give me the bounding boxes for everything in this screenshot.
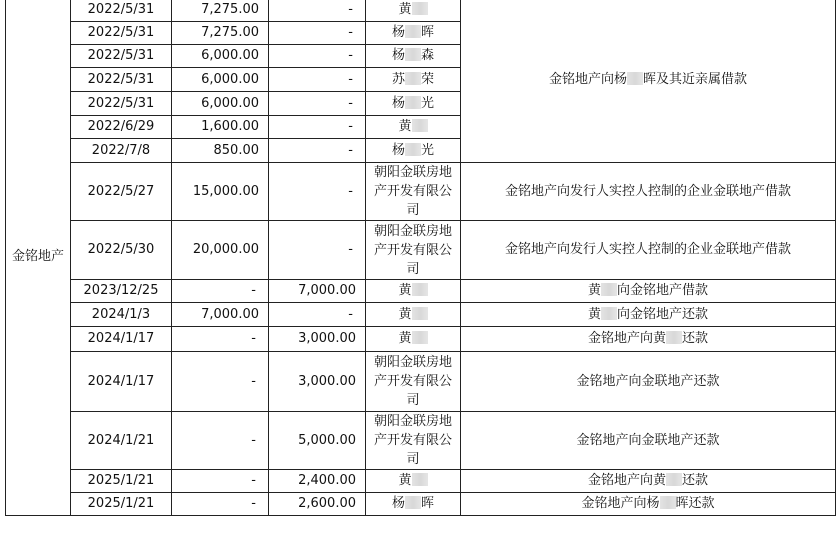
amount-cell: 15,000.00 xyxy=(172,163,269,221)
party-name: 杨 xyxy=(391,496,405,511)
amount-cell: - xyxy=(269,116,366,139)
party-name: 光 xyxy=(421,142,435,158)
table-row xyxy=(6,327,836,352)
date-cell: 2024/1/21 xyxy=(71,412,172,470)
party-cell xyxy=(366,0,461,22)
party-name: 晖 xyxy=(421,496,435,511)
redaction-mask xyxy=(405,96,421,109)
table-row xyxy=(6,0,836,22)
party-name: 杨 xyxy=(391,48,405,63)
amount-cell: - xyxy=(269,22,366,45)
party-cell: 朝阳金联房地产开发有限公司 xyxy=(366,221,461,280)
amount-cell: 5,000.00 xyxy=(269,412,366,470)
date-cell: 2025/1/21 xyxy=(71,493,172,516)
redaction-mask xyxy=(405,25,421,38)
party-name: 杨 xyxy=(391,95,405,111)
amount-cell: - xyxy=(172,470,269,493)
amount-cell: 7,000.00 xyxy=(172,303,269,327)
amount-cell: 7,000.00 xyxy=(269,280,366,303)
date-cell: 2022/5/30 xyxy=(71,221,172,280)
description-text: 还款 xyxy=(682,473,709,488)
party-name: 苏 xyxy=(391,71,405,87)
date-cell: 2022/5/31 xyxy=(71,68,172,92)
amount-cell: 1,600.00 xyxy=(172,116,269,139)
amount-cell: - xyxy=(269,163,366,221)
redaction-mask xyxy=(405,48,421,61)
amount-cell: 6,000.00 xyxy=(172,45,269,68)
party-name: 黄 xyxy=(398,331,412,346)
description-text: 晖还款 xyxy=(675,496,715,511)
date-cell: 2022/5/31 xyxy=(71,92,172,116)
redaction-mask xyxy=(660,496,676,509)
party-name: 黄 xyxy=(398,119,412,134)
description-cell: 金铭地产向金联地产还款 xyxy=(461,352,836,412)
description-cell: 金铭地产向发行人实控人控制的企业金联地产借款 xyxy=(461,221,836,280)
amount-cell: 2,400.00 xyxy=(269,470,366,493)
description-cell xyxy=(461,327,836,352)
amount-cell: - xyxy=(172,493,269,516)
party-cell xyxy=(366,139,461,163)
party-cell xyxy=(366,280,461,303)
amount-cell: - xyxy=(172,280,269,303)
redaction-mask xyxy=(412,119,428,132)
amount-cell: - xyxy=(269,92,366,116)
amount-cell: - xyxy=(172,327,269,352)
party-name: 晖 xyxy=(421,25,435,40)
party-name: 森 xyxy=(421,48,435,63)
date-cell: 2022/5/31 xyxy=(71,22,172,45)
date-cell: 2024/1/17 xyxy=(71,327,172,352)
date-cell: 2022/5/31 xyxy=(71,0,172,22)
table-row xyxy=(6,412,836,470)
party-cell xyxy=(366,116,461,139)
party-cell xyxy=(366,493,461,516)
table-row xyxy=(6,163,836,221)
party-cell: 朝阳金联房地产开发有限公司 xyxy=(366,352,461,412)
party-cell xyxy=(366,303,461,327)
amount-cell: 6,000.00 xyxy=(172,68,269,92)
party-name: 荣 xyxy=(421,71,435,87)
redaction-mask xyxy=(412,2,428,15)
date-cell: 2022/7/8 xyxy=(71,139,172,163)
redaction-mask xyxy=(405,143,421,156)
amount-cell: 7,275.00 xyxy=(172,0,269,22)
party-cell: 朝阳金联房地产开发有限公司 xyxy=(366,412,461,470)
description-text: 金铭地产向杨 xyxy=(548,72,627,87)
party-cell xyxy=(366,45,461,68)
table-row xyxy=(6,493,836,516)
redaction-mask xyxy=(412,331,428,344)
description-text: 晖及其近亲属借款 xyxy=(643,72,748,87)
description-text: 黄 xyxy=(587,283,601,298)
description-text: 还款 xyxy=(682,331,709,346)
related-party-loan-table xyxy=(5,0,836,516)
amount-cell: - xyxy=(269,45,366,68)
redaction-mask xyxy=(601,283,617,296)
party-name: 杨 xyxy=(391,25,405,40)
amount-cell: 3,000.00 xyxy=(269,352,366,412)
date-cell: 2022/5/27 xyxy=(71,163,172,221)
redaction-mask xyxy=(601,307,617,320)
party-name: 黄 xyxy=(398,283,412,298)
redaction-mask xyxy=(412,307,428,320)
amount-cell: - xyxy=(269,139,366,163)
description-cell xyxy=(461,493,836,516)
description-text: 黄 xyxy=(587,306,601,322)
date-cell: 2023/12/25 xyxy=(71,280,172,303)
amount-cell: - xyxy=(269,68,366,92)
date-cell: 2022/6/29 xyxy=(71,116,172,139)
description-text: 向金铭地产借款 xyxy=(617,283,709,298)
amount-cell: - xyxy=(269,0,366,22)
table-row xyxy=(6,280,836,303)
redaction-mask xyxy=(666,473,682,486)
redaction-mask xyxy=(412,283,428,296)
amount-cell: 20,000.00 xyxy=(172,221,269,280)
table-row xyxy=(6,221,836,280)
amount-cell: 2,600.00 xyxy=(269,493,366,516)
description-cell xyxy=(461,0,836,163)
party-cell xyxy=(366,68,461,92)
date-cell: 2024/1/3 xyxy=(71,303,172,327)
party-cell xyxy=(366,327,461,352)
table-row xyxy=(6,352,836,412)
entity-label: 金铭地产 xyxy=(11,248,64,264)
amount-cell: 6,000.00 xyxy=(172,92,269,116)
table-row xyxy=(6,303,836,327)
party-cell xyxy=(366,470,461,493)
description-text: 金铭地产向黄 xyxy=(587,331,666,346)
redaction-mask xyxy=(627,72,643,85)
redaction-mask xyxy=(666,331,682,344)
amount-cell: 850.00 xyxy=(172,139,269,163)
entity-cell xyxy=(6,0,71,516)
amount-cell: 7,275.00 xyxy=(172,22,269,45)
party-name: 黄 xyxy=(398,1,412,17)
date-cell: 2022/5/31 xyxy=(71,45,172,68)
table-row xyxy=(6,470,836,493)
description-cell xyxy=(461,303,836,327)
amount-cell: - xyxy=(172,352,269,412)
date-cell: 2024/1/17 xyxy=(71,352,172,412)
amount-cell: 3,000.00 xyxy=(269,327,366,352)
party-name: 光 xyxy=(421,95,435,111)
description-text: 向金铭地产还款 xyxy=(617,306,709,322)
amount-cell: - xyxy=(269,303,366,327)
description-cell xyxy=(461,470,836,493)
description-text: 金铭地产向杨 xyxy=(581,496,660,511)
party-name: 黄 xyxy=(398,306,412,322)
party-cell xyxy=(366,92,461,116)
amount-cell: - xyxy=(172,412,269,470)
date-cell: 2025/1/21 xyxy=(71,470,172,493)
description-cell xyxy=(461,280,836,303)
party-name: 杨 xyxy=(391,142,405,158)
party-name: 黄 xyxy=(398,473,412,488)
redaction-mask xyxy=(412,473,428,486)
party-cell: 朝阳金联房地产开发有限公司 xyxy=(366,163,461,221)
party-cell xyxy=(366,22,461,45)
amount-cell: - xyxy=(269,221,366,280)
redaction-mask xyxy=(405,496,421,509)
redaction-mask xyxy=(405,72,421,85)
description-cell: 金铭地产向金联地产还款 xyxy=(461,412,836,470)
description-text: 金铭地产向黄 xyxy=(587,473,666,488)
description-cell: 金铭地产向发行人实控人控制的企业金联地产借款 xyxy=(461,163,836,221)
